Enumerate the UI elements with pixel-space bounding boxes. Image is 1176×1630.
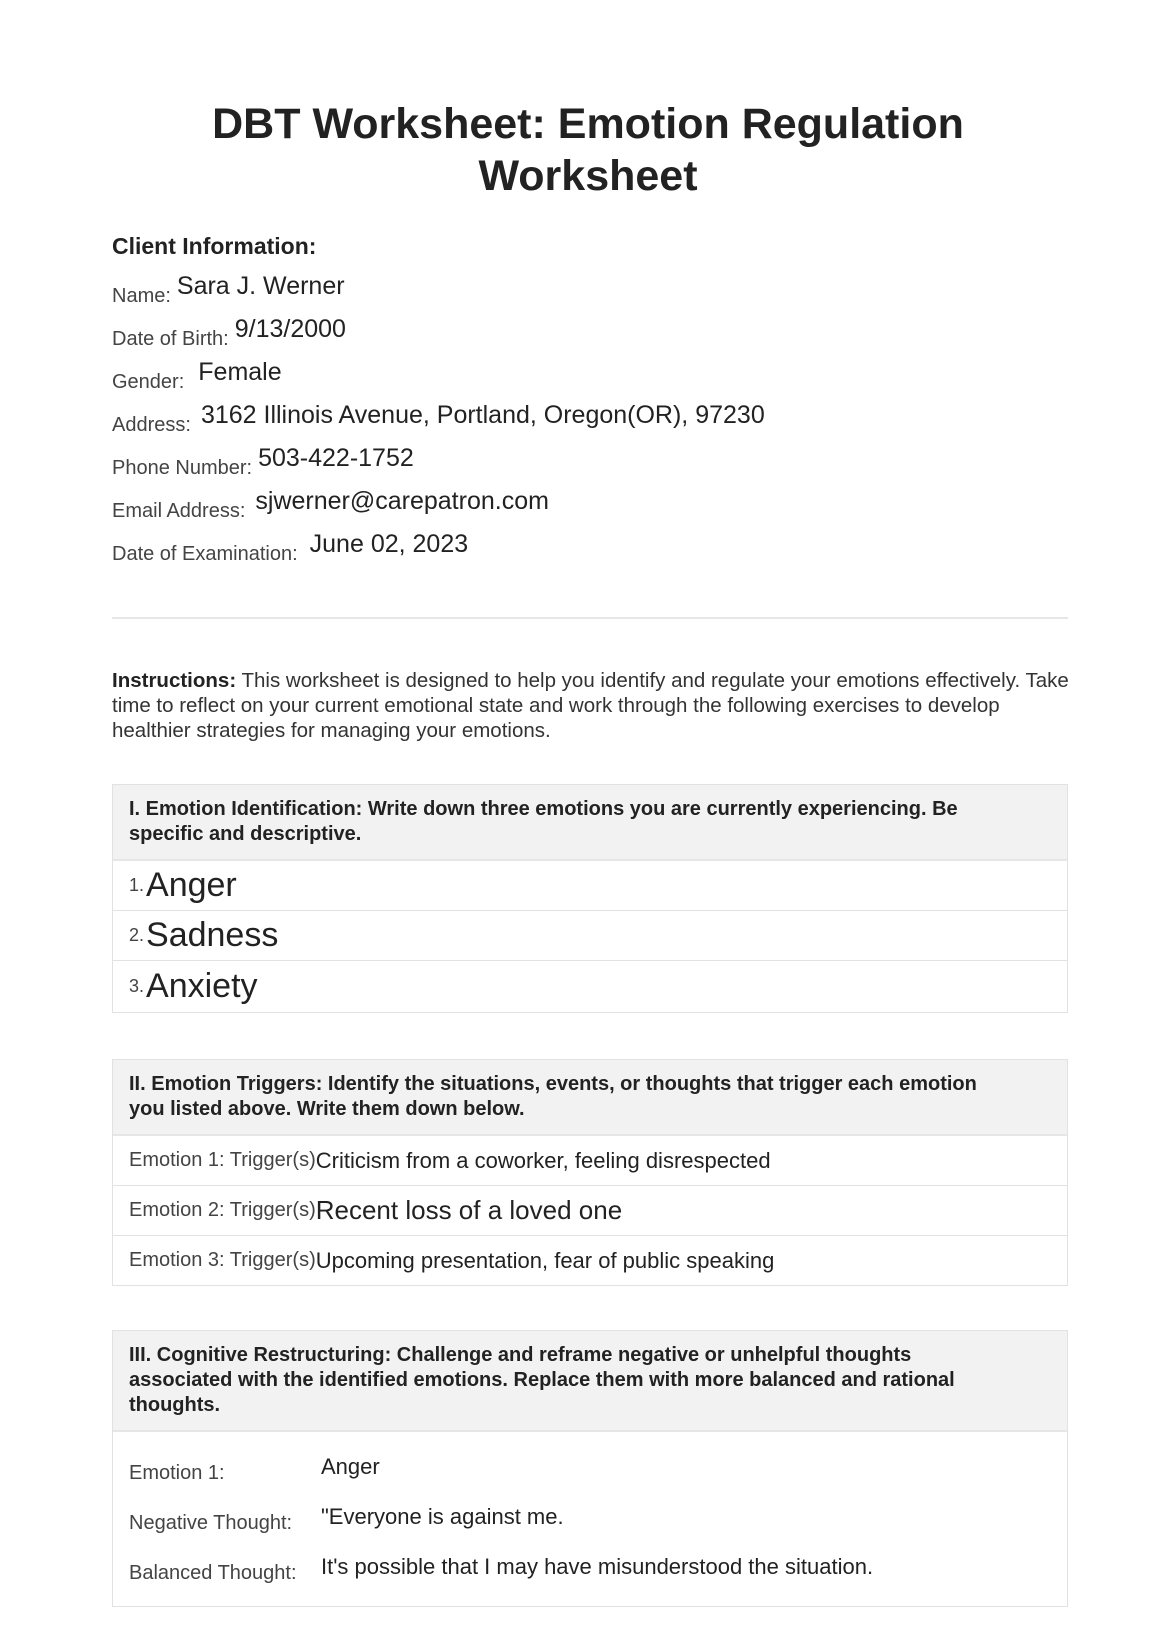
field-phone (112, 444, 414, 481)
item-value: Anxiety (146, 967, 258, 1005)
field-value: 3162 Illinois Avenue, Portland, Oregon(OR), 97230 (200, 401, 765, 429)
restructuring-value: "Everyone is against me. (321, 1504, 564, 1529)
field-label: Date of Birth: (112, 328, 229, 350)
field-value: Female (198, 358, 282, 386)
instructions-text: This worksheet is designed to help you identify and regulate your emotions effectively. Take time to reflect on your current emotional state and work through the following exercises to develop healthier strategies for managing your emotions. (112, 669, 1069, 742)
trigger-label: Emotion 3: Trigger(s) (129, 1249, 316, 1271)
item-number: 2. (129, 925, 145, 945)
instructions (112, 668, 1072, 743)
trigger-label: Emotion 1: Trigger(s) (129, 1149, 316, 1171)
field-dob (112, 315, 346, 352)
item-number: 1. (129, 875, 145, 895)
field-value: 503-422-1752 (258, 444, 414, 472)
section-heading: I. Emotion Identification: Write down three emotions you are currently experiencing. Be specific and descriptive. (113, 785, 1067, 861)
section-heading: III. Cognitive Restructuring: Challenge and reframe negative or unhelpful thoughts associated with the identified emotions. Replace them with more balanced and rational thoughts. (113, 1331, 1067, 1432)
trigger-value: Upcoming presentation, fear of public speaking (315, 1247, 775, 1273)
field-label: Email Address: (112, 500, 246, 522)
field-gender (112, 358, 282, 395)
item-value: Sadness (146, 916, 279, 954)
page-title: DBT Worksheet: Emotion Regulation Worksheet (212, 100, 964, 200)
divider (112, 617, 1068, 619)
client-info-heading: Client Information: (112, 233, 317, 259)
restructuring-row (129, 1442, 1051, 1492)
section-emotion-triggers (112, 1059, 1068, 1286)
trigger-value: Criticism from a coworker, feeling disrespected (315, 1147, 771, 1173)
field-name (112, 272, 345, 309)
trigger-row (113, 1136, 1067, 1186)
field-value: 9/13/2000 (234, 315, 346, 343)
section-emotion-identification (112, 784, 1068, 1013)
item-value: Anger (146, 866, 237, 904)
item-number: 3. (129, 976, 145, 996)
restructuring-row (129, 1492, 1051, 1542)
trigger-value: Recent loss of a loved one (315, 1195, 623, 1225)
trigger-row (113, 1236, 1067, 1285)
field-exam-date (112, 530, 469, 567)
field-value: Sara J. Werner (176, 272, 345, 300)
instructions-label: Instructions: (112, 669, 237, 692)
field-label: Gender: (112, 371, 185, 393)
list-item (113, 861, 1067, 911)
restructuring-label: Negative Thought: (129, 1511, 293, 1534)
restructuring-label: Emotion 1: (129, 1461, 225, 1484)
section-heading: II. Emotion Triggers: Identify the situations, events, or thoughts that trigger each emotion you listed above. Write them down below. (113, 1060, 1067, 1136)
restructuring-value: Anger (321, 1454, 380, 1479)
field-label: Address: (112, 414, 191, 436)
field-label: Name: (112, 285, 171, 307)
restructuring-row (129, 1542, 1051, 1592)
list-item (113, 911, 1067, 961)
section-cognitive-restructuring (112, 1330, 1068, 1607)
field-label: Phone Number: (112, 457, 253, 479)
trigger-row (113, 1186, 1067, 1236)
field-value: June 02, 2023 (309, 530, 469, 558)
field-label: Date of Examination: (112, 543, 298, 565)
restructuring-value: It's possible that I may have misunderstood the situation. (321, 1554, 874, 1579)
field-address (112, 401, 765, 438)
trigger-label: Emotion 2: Trigger(s) (129, 1199, 316, 1221)
field-value: sjwerner@carepatron.com (255, 487, 549, 515)
restructuring-label: Balanced Thought: (129, 1561, 297, 1584)
list-item (113, 961, 1067, 1012)
field-email (112, 487, 549, 524)
